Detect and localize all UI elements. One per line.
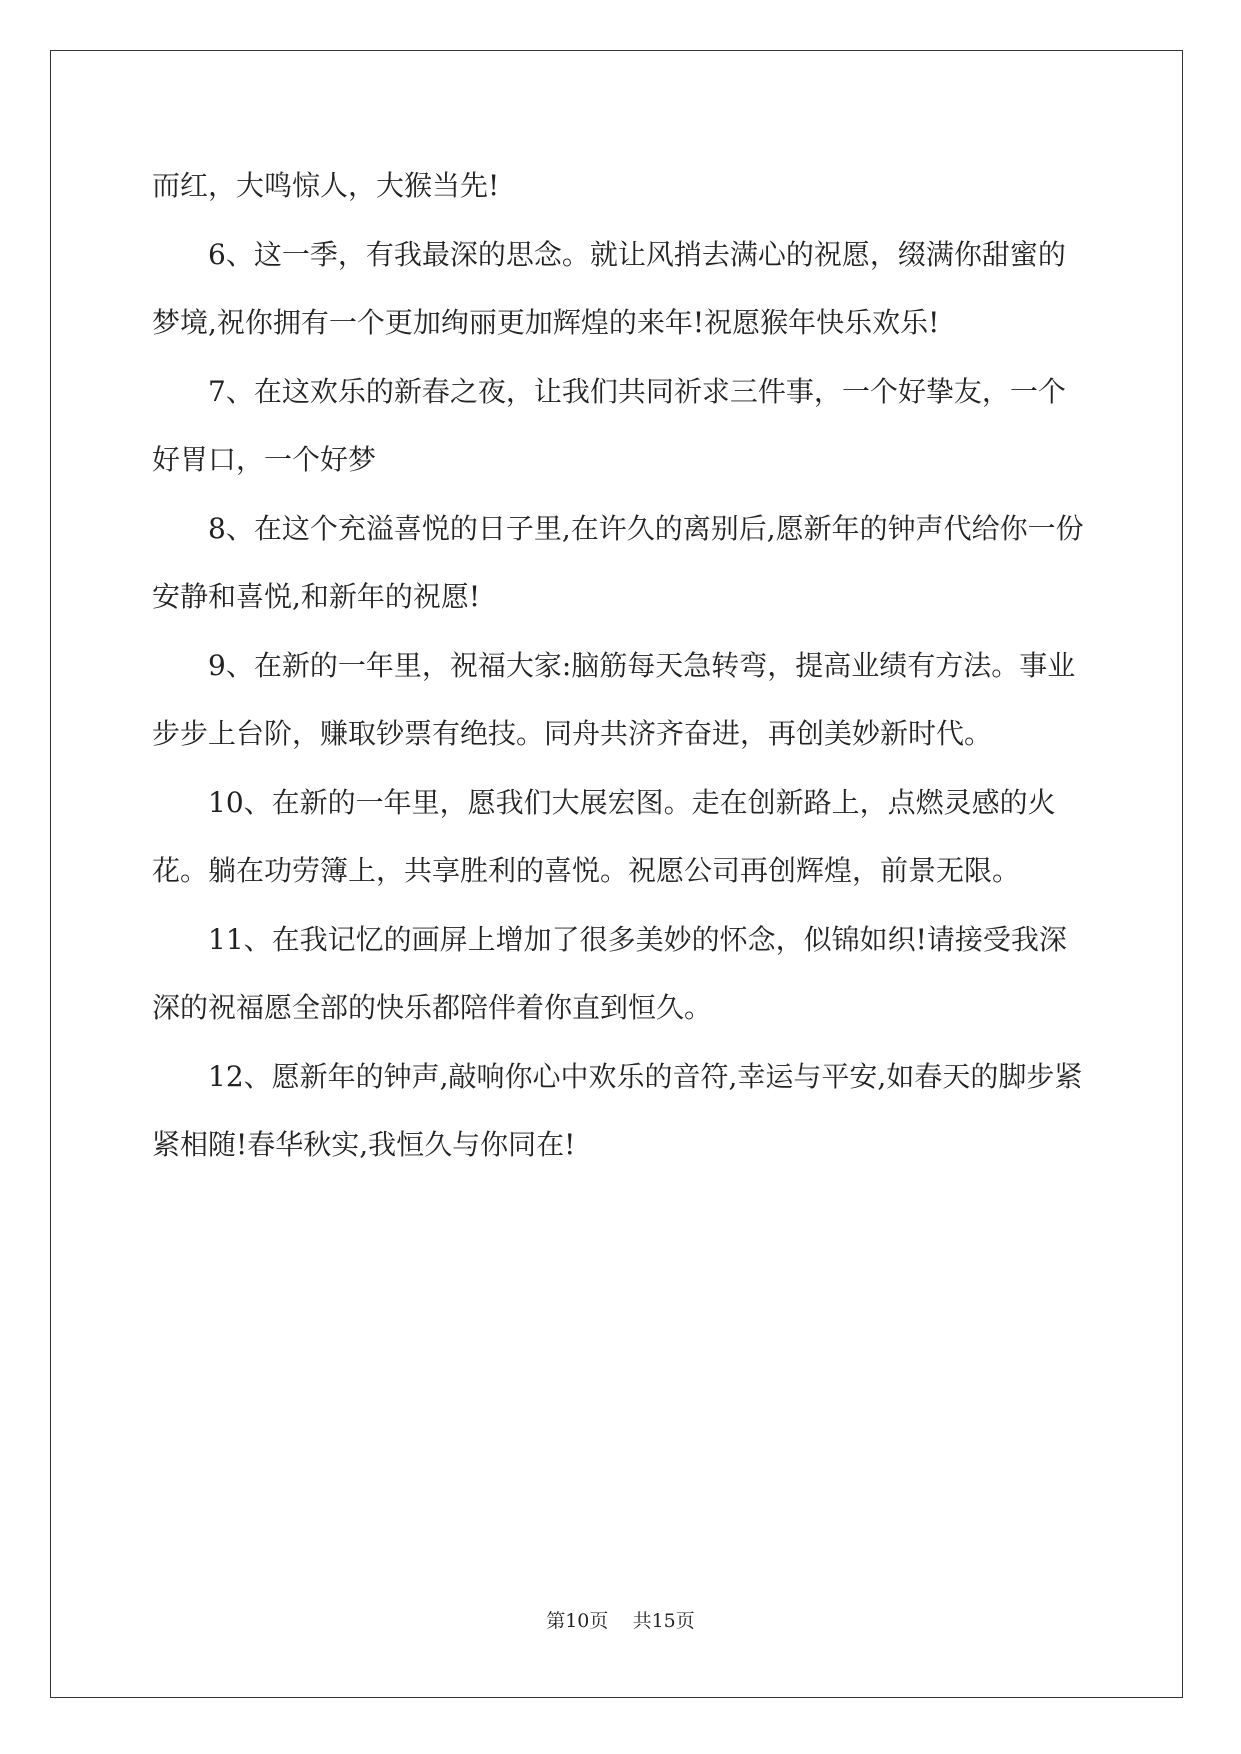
page-total: 共15页 (632, 1610, 695, 1632)
paragraph-10: 10、在新的一年里，愿我们大展宏图。走在创新路上，点燃灵感的火花。躺在功劳簿上，共享胜利的喜悦。祝愿公司再创辉煌，前景无限。 (152, 785, 1056, 887)
document-body (152, 152, 1088, 1180)
page-number: 第10页 (546, 1610, 609, 1632)
paragraph-6: 6、这一季，有我最深的思念。就让风捎去满心的祝愿，缀满你甜蜜的梦境,祝你拥有一个更加绚丽更加辉煌的来年!祝愿猴年快乐欢乐! (152, 237, 1066, 339)
paragraph-12: 12、愿新年的钟声,敲响你心中欢乐的音符,幸运与平安,如春天的脚步紧紧相随!春华秋实,我恒久与你同在! (152, 1059, 1083, 1161)
paragraph-9: 9、在新的一年里，祝福大家:脑筋每天急转弯，提高业绩有方法。事业步步上台阶，赚取钞票有绝技。同舟共济齐奋进，再创美妙新时代。 (152, 648, 1076, 750)
paragraph-0: 而红，大鸣惊人，大猴当先! (152, 169, 500, 202)
paragraph-11: 11、在我记忆的画屏上增加了很多美妙的怀念，似锦如织!请接受我深深的祝福愿全部的快乐都陪伴着你直到恒久。 (152, 922, 1067, 1024)
paragraph-8: 8、在这个充溢喜悦的日子里,在许久的离别后,愿新年的钟声代给你一份安静和喜悦,和新年的祝愿! (152, 511, 1084, 613)
paragraph-7: 7、在这欢乐的新春之夜，让我们共同祈求三件事，一个好挚友，一个好胃口，一个好梦 (152, 374, 1066, 476)
page-footer (0, 1606, 1241, 1633)
